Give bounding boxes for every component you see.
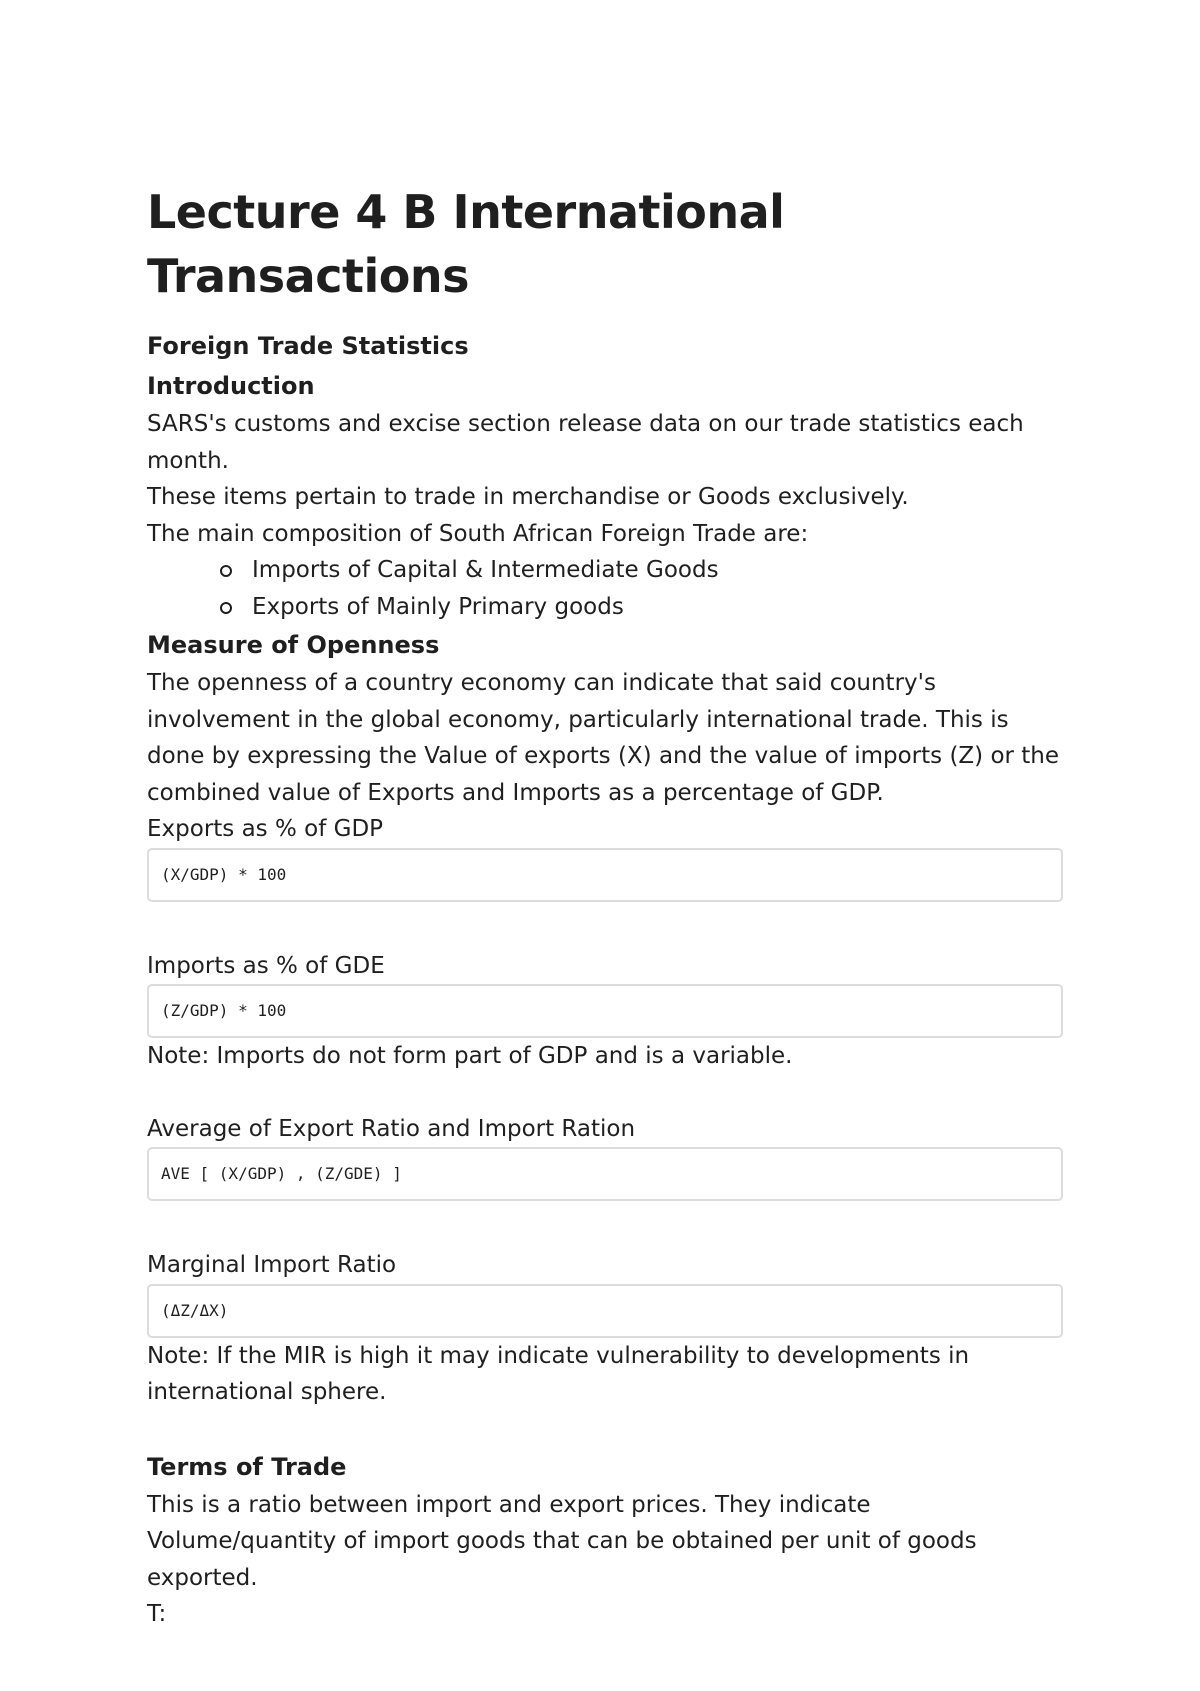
list-item (220, 552, 1067, 589)
imports-note: Note: Imports do not form part of GDP and is a variable. (147, 1043, 793, 1069)
intro-paragraph-1: SARS's customs and excise section release data on our trade statistics each month. (147, 411, 1024, 474)
terms-of-trade-description: This is a ratio between import and export prices. They indicate Volume/quantity of import goods that can be obtained per unit of goods exported. (147, 1491, 977, 1591)
heading-terms-of-trade: Terms of Trade (147, 1452, 347, 1481)
terms-of-trade-t-label: T: (147, 1601, 167, 1627)
document-page (147, 180, 1067, 1633)
mir-label: Marginal Import Ratio (147, 1252, 397, 1278)
page-title: Lecture 4 B International Transactions (147, 185, 785, 303)
heading-measure-of-openness: Measure of Openness (147, 631, 440, 659)
imports-formula-code-block: (Z/GDP) * 100 (147, 984, 1063, 1038)
list-item (220, 589, 1067, 626)
average-formula-code-block: AVE [ (X/GDP) , (Z/GDE) ] (147, 1147, 1063, 1201)
exports-label: Exports as % of GDP (147, 816, 384, 842)
heading-introduction: Introduction (147, 372, 315, 400)
composition-list (147, 552, 1067, 625)
exports-formula-code-block: (X/GDP) * 100 (147, 848, 1063, 902)
mir-note: Note: If the MIR is high it may indicate vulnerability to developments in international sphere. (147, 1342, 970, 1405)
intro-paragraph-3: The main composition of South African Foreign Trade are: (147, 520, 809, 547)
imports-label: Imports as % of GDE (147, 952, 385, 979)
heading-foreign-trade-statistics: Foreign Trade Statistics (147, 332, 469, 360)
hollow-circle-bullet-icon (220, 565, 232, 577)
hollow-circle-bullet-icon (220, 602, 232, 614)
intro-paragraph-2: These items pertain to trade in merchandise or Goods exclusively. (147, 484, 909, 510)
mir-formula-code-block: (ΔZ/ΔX) (147, 1284, 1063, 1338)
list-item-text: Exports of Mainly Primary goods (252, 593, 624, 620)
list-item-text: Imports of Capital & Intermediate Goods (252, 557, 719, 583)
average-label: Average of Export Ratio and Import Ration (147, 1115, 636, 1142)
openness-description: The openness of a country economy can indicate that said country's involvement in the global economy, particularly international trade. This is done by expressing the Value of exports (X) and the value of imports (Z) or the combined value of Exports and Imports as a percentage of GDP. (147, 670, 1060, 806)
